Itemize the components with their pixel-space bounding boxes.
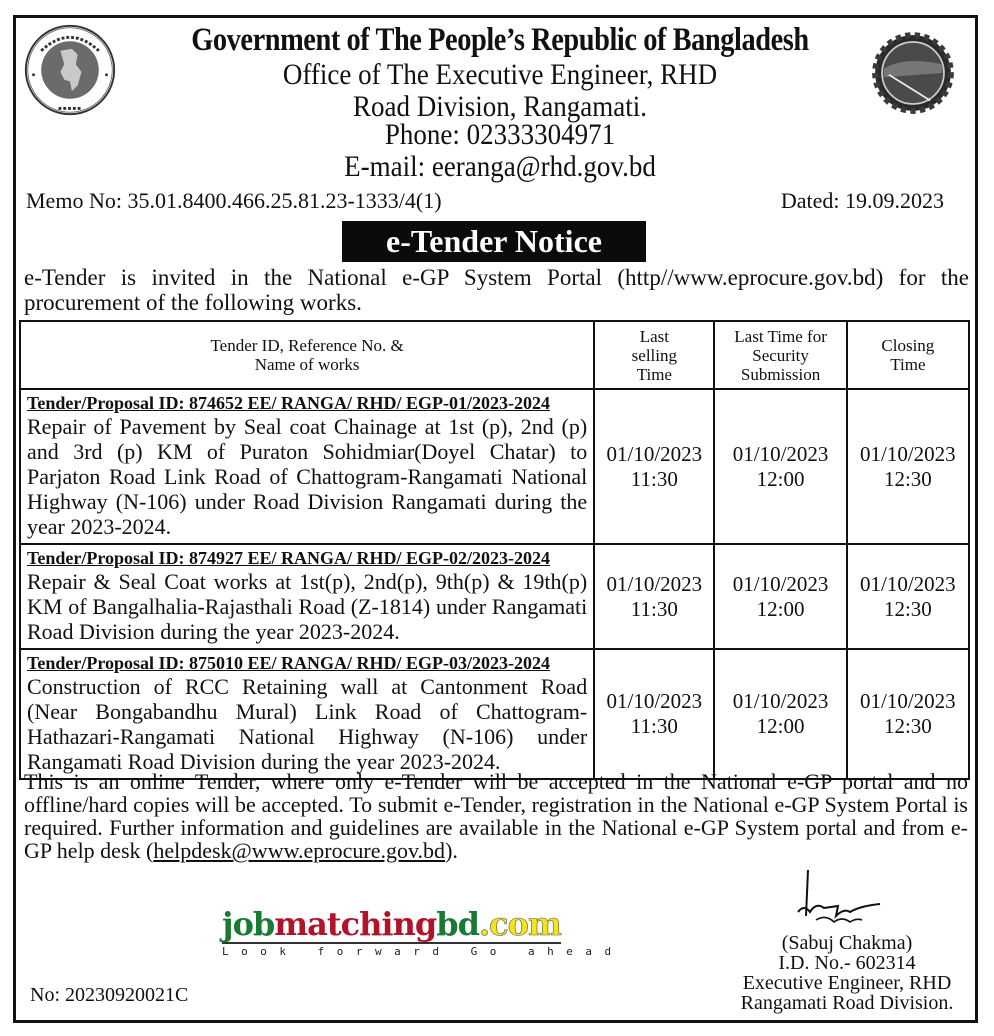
- tender-id: Tender/Proposal ID: 874927 EE/ RANGA/ RHD/ EGP-02/2023-2024: [27, 548, 551, 568]
- time: 11:30: [630, 596, 678, 621]
- date: 01/10/2023: [860, 571, 956, 596]
- time: 12:30: [883, 466, 932, 491]
- header-security-submission: [714, 321, 846, 389]
- time: 12:30: [883, 596, 932, 621]
- signature-icon: [790, 868, 890, 928]
- date: 01/10/2023: [606, 571, 703, 596]
- intro-paragraph: e-Tender is invited in the National e-GP System Portal (http//www.eprocure.gov.bd) for the procurement of the following works.: [24, 265, 969, 315]
- last-selling-cell: [594, 389, 714, 544]
- last-selling-cell: [594, 544, 714, 649]
- memo-date: Dated: 19.09.2023: [780, 188, 944, 213]
- work-cell: [20, 389, 594, 544]
- header-line: Time: [890, 355, 926, 374]
- header-closing-time: [847, 321, 969, 389]
- time: 12:00: [756, 466, 805, 491]
- brand-part: matching: [274, 905, 437, 943]
- security-cell: [714, 389, 846, 544]
- date: 01/10/2023: [860, 689, 956, 713]
- jobmatchingbd-watermark: [222, 905, 624, 958]
- division-name: Road Division, Rangamati.: [353, 90, 647, 123]
- time: 11:30: [630, 466, 678, 491]
- header-line: Time: [636, 364, 672, 384]
- office-name: Office of The Executive Engineer, RHD: [282, 58, 718, 91]
- header-line: Last Time for: [734, 326, 827, 346]
- security-cell: [714, 544, 846, 649]
- header-line: Closing: [881, 336, 935, 355]
- reference-number: No: 20230920021C: [30, 984, 189, 1006]
- notice-title: e-Tender Notice: [342, 221, 646, 262]
- brand-part: job: [222, 905, 275, 943]
- header-works-line: Tender ID, Reference No. &: [210, 336, 404, 355]
- work-description: Repair of Pavement by Seal coat Chainage at 1st (p), 2nd (p) and 3rd (p) KM of Puraton Sohidmiar(Doyel Chatar) to Parjaton Road Link Road of Chattogram-Rangamati National Highway (N-106) under Road Division Rangamati during the year 2023-2024.: [27, 414, 588, 539]
- time: 12:00: [756, 596, 805, 621]
- footer-text: This is an online Tender, where only e-Tender will be accepted in the National e-GP portal and no offline/hard copies will be accepted. To submit e-Tender, registration in the National e-GP System Portal is required. Further information and guidelines are available in the National e-GP System portal and from e-GP help desk (: [24, 769, 968, 863]
- work-cell: [20, 544, 594, 649]
- header-last-selling: [594, 321, 714, 389]
- header-line: Submission: [740, 364, 821, 384]
- date: 01/10/2023: [606, 441, 703, 466]
- tender-table: [19, 320, 970, 780]
- work-description: Repair & Seal Coat works at 1st(p), 2nd(p), 9th(p) & 19th(p) KM of Bangalhalia-Rajasthali Road (Z-1814) under Rangamati Road Division during the year 2023-2024.: [27, 569, 588, 644]
- tender-id: Tender/Proposal ID: 874652 EE/ RANGA/ RHD/ EGP-01/2023-2024: [27, 393, 551, 413]
- rhd-emblem-icon: [870, 30, 956, 116]
- closing-cell: [847, 544, 969, 649]
- brand-tagline: Look forward Go ahead: [222, 945, 624, 958]
- brand-part: bd: [436, 905, 479, 943]
- header-works-line: Name of works: [254, 355, 360, 374]
- signatory-id: I.D. No.- 602314: [778, 952, 916, 974]
- signatory-designation: Executive Engineer, RHD: [742, 972, 952, 994]
- email-address: E-mail: eeranga@rhd.gov.bd: [344, 150, 656, 183]
- footer-text-end: ).: [445, 838, 458, 863]
- closing-cell: [847, 649, 969, 779]
- table-row: [20, 544, 969, 649]
- date: 01/10/2023: [732, 689, 829, 713]
- footer-paragraph: [24, 770, 968, 862]
- government-title: Government of The People’s Republic of Bangladesh: [191, 22, 809, 58]
- time: 12:00: [756, 714, 805, 738]
- last-selling-cell: [594, 649, 714, 779]
- date: 01/10/2023: [606, 689, 703, 713]
- brand-logo: [222, 907, 561, 944]
- table-row: [20, 649, 969, 779]
- security-cell: [714, 649, 846, 779]
- tender-id: Tender/Proposal ID: 875010 EE/ RANGA/ RHD/ EGP-03/2023-2024: [27, 653, 551, 673]
- memo-number: Memo No: 35.01.8400.466.25.81.23-1333/4(1): [26, 188, 442, 213]
- signatory-name: (Sabuj Chakma): [781, 932, 913, 954]
- date: 01/10/2023: [860, 441, 956, 466]
- helpdesk-link[interactable]: helpdesk@www.eprocure.gov.bd: [153, 838, 446, 863]
- time: 11:30: [630, 714, 678, 738]
- work-cell: [20, 649, 594, 779]
- header-line: Last: [639, 326, 669, 346]
- date: 01/10/2023: [732, 571, 829, 596]
- header-line: Security: [752, 345, 809, 365]
- header-line: selling: [631, 345, 677, 365]
- bangladesh-government-seal-icon: [22, 22, 118, 118]
- signatory-office: Rangamati Road Division.: [740, 992, 954, 1014]
- brand-part: .com: [478, 905, 561, 943]
- closing-cell: [847, 389, 969, 544]
- date: 01/10/2023: [732, 441, 829, 466]
- phone-number: Phone: 02333304971: [384, 118, 616, 151]
- time: 12:30: [883, 714, 932, 738]
- header-works: [20, 321, 594, 389]
- table-row: [20, 389, 969, 544]
- signatory-block: [716, 933, 978, 1013]
- work-description: Construction of RCC Retaining wall at Cantonment Road (Near Bongabandhu Mural) Link Road of Chattogram-Hathazari-Rangamati National Highway (N-106) under Rangamati Road Division during the year 2023-2024.: [27, 674, 588, 774]
- table-header-row: [20, 321, 969, 389]
